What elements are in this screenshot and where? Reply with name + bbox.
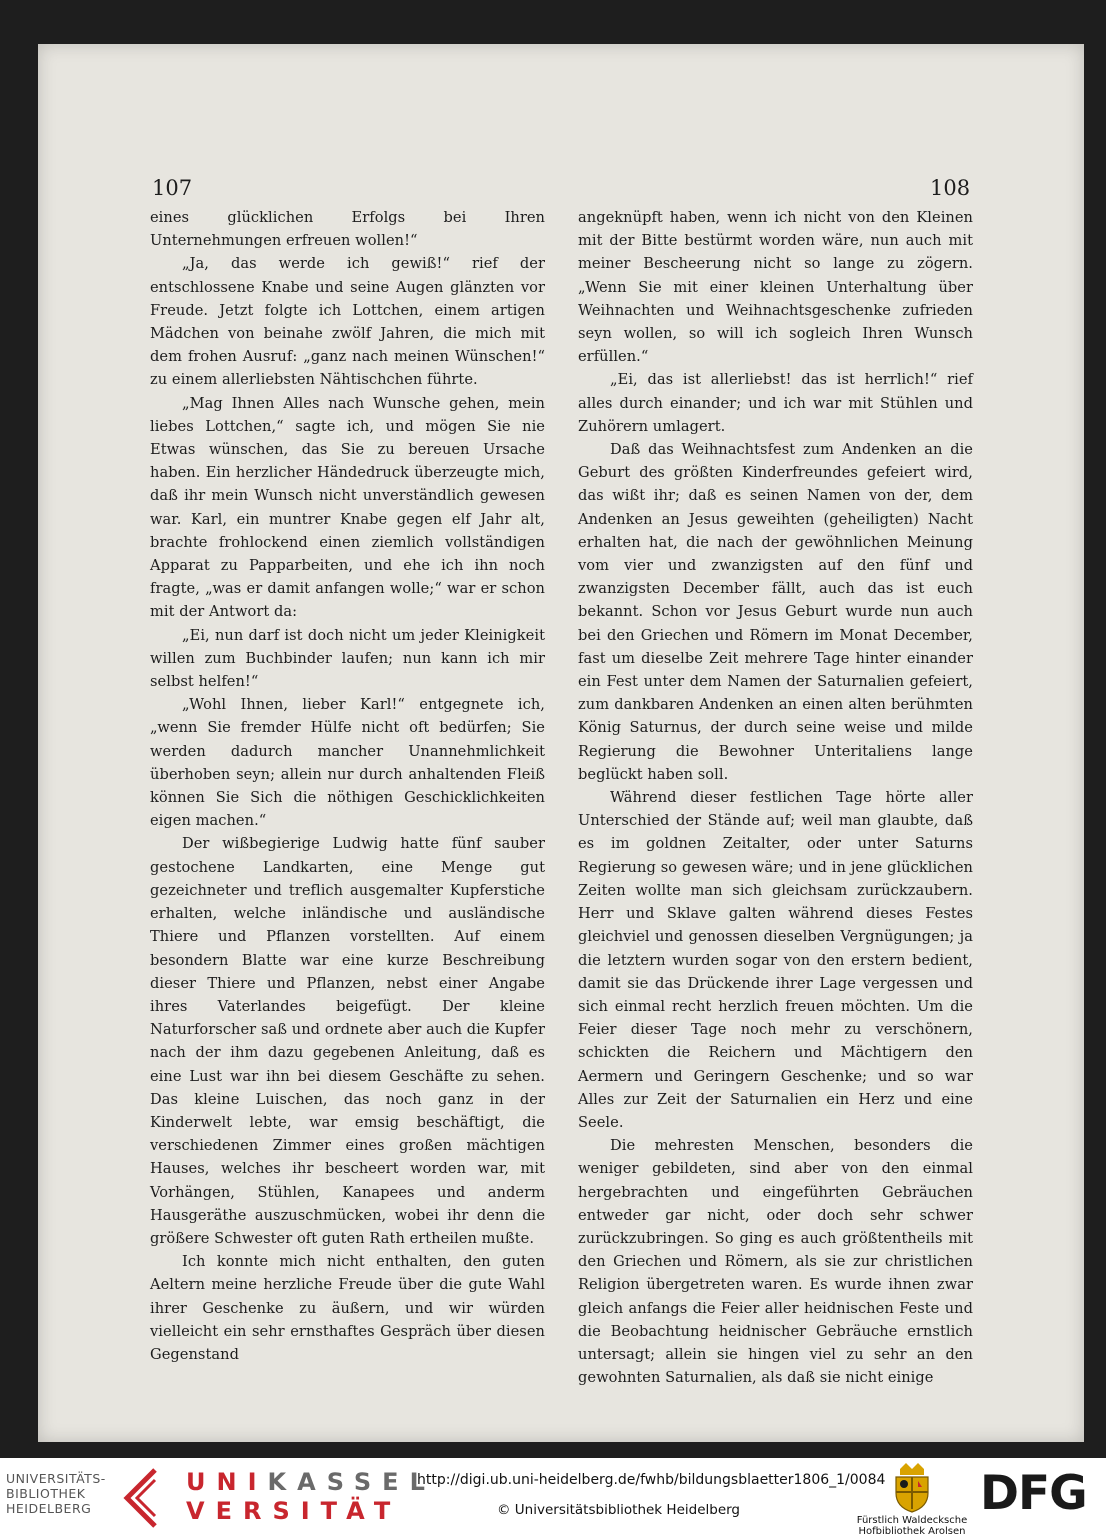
ub-line-2: BIBLIOTHEK — [6, 1486, 86, 1501]
paragraph: eines glücklichen Erfolgs bei Ihren Unternehmungen erfreuen wollen!“ — [150, 209, 545, 250]
paragraph: Daß das Weihnachtsfest zum Andenken an die Geburt des größten Kinderfreundes gefeiert wird, das wißt ihr; daß es seinen Namen von der, dem Andenken an Jesus geweihten (geheiligten) Nacht erhalten hat, die nach der gewöhnlichen Meinung vom vier und zwanzigsten auf den fünf und zwanzigsten December fällt, auch das ist euch bekannt. Schon vor Jesus Geburt wurde nun auch bei den Griechen und Römern im Monat December, fast um dieselbe Zeit mehrere Tage hinter einander ein Fest unter dem Namen der Saturnalien gefeiert, zum dankbaren Andenken an einen alten berühmten König Saturnus, der durch seine weise und milde Regierung die Bewohner Unteritaliens lange beglückt haben soll. — [578, 441, 973, 783]
paragraph: „Mag Ihnen Alles nach Wunsche gehen, mein liebes Lottchen,“ sagte ich, und mögen Sie nie Etwas wünschen, das Sie zu bereuen Ursache haben. Ein herzlicher Händedruck überzeugte mich, daß ihr mein Wunsch nicht unverständlich gewesen war. Karl, ein muntrer Knabe gegen elf Jahr alt, brachte frohlockend einen ziemlich vollständigen Apparat zu Papparbeiten, und ehe ich ihn noch fragte, „was er damit anfangen wolle;“ war er schon mit der Antwort da: — [150, 394, 545, 621]
copyright-notice: © Universitätsbibliothek Heidelberg — [497, 1502, 741, 1518]
page-number-right: 108 — [930, 176, 971, 200]
paragraph: „Ja, das werde ich gewiß!“ rief der entschlossene Knabe und seine Augen glänzten vor Freude. Jetzt folgte ich Lottchen, einem artigen Mädchen von beinahe zwölf Jahren, die mich mit dem frohen Ausruf: „ganz nach meinen Wünschen!“ zu einem allerliebsten Nähtischchen führte. — [150, 255, 545, 389]
paragraph: Der wißbegierige Ludwig hatte fünf sauber gestochene Landkarten, eine Menge gut gezeichneter und treflich ausgemalter Kupferstiche erhalten, welche inländische und ausländische Thiere und Pflanzen vorstellten. Auf einem besondern Blatte war eine kurze Beschreibung dieser Thiere und Pflanzen, nebst einer Angabe ihres Vaterlandes beigefügt. Der kleine Naturforscher saß und ordnete aber auch die Kupfer nach der ihm dazu gegebenen Anleitung, daß es eine Lust war ihn bei diesem Geschäfte zu sehen. Das kleine Luischen, das noch ganz in der Kinderwelt lebte, war emsig beschäftigt, die verschiedenen Zimmer eines großen mächtigen Hauses, welches ihr bescheert worden war, mit Vorhängen, Stühlen, Kanapees und anderm Hausgeräthe auszuschmücken, wobei ihr denn die größere Schwester oft guten Rath ertheilen mußte. — [150, 835, 545, 1247]
fw-line-1: Fürstlich Waldecksche — [856, 1515, 968, 1526]
ub-heidelberg-mark-icon — [121, 1466, 161, 1530]
uni-kassel-logo-line2: VERSITÄT — [186, 1497, 402, 1525]
waldeck-library-label — [852, 1515, 972, 1537]
paragraph: „Ei, nun darf ist doch nicht um jeder Kleinigkeit willen zum Buchbinder laufen; nun kann ich mir selbst helfen!“ — [150, 626, 545, 691]
waldeck-crest-icon — [890, 1463, 934, 1513]
right-text-column — [578, 206, 973, 1389]
left-text-column — [150, 206, 545, 1366]
paragraph: „Wohl Ihnen, lieber Karl!“ entgegnete ich, „wenn Sie fremder Hülfe nicht oft bedürfen; Sie werden dadurch mancher Unannehmlichkeit überhoben seyn; allein nur durch anhaltenden Fleiß können Sie Sich die nöthigen Geschicklichkeiten eigen machen.“ — [150, 696, 545, 830]
ub-line-1: UNIVERSITÄTS- — [6, 1471, 106, 1486]
fw-line-2: Hofbibliothek Arolsen — [858, 1526, 966, 1537]
ub-line-3: HEIDELBERG — [6, 1501, 92, 1516]
dfg-logo: DFG — [980, 1466, 1087, 1521]
page-number-left: 107 — [152, 176, 193, 200]
uni-kassel-logo-line1: UNIKASSEL — [186, 1468, 436, 1496]
paragraph: Ich konnte mich nicht enthalten, den guten Aeltern meine herzliche Freude über die gute Wahl ihrer Geschenke zu äußern, und wir würden vielleicht ein sehr ernsthaftes Gespräch über diesen Gegenstand — [150, 1253, 545, 1363]
paragraph: „Ei, das ist allerliebst! das ist herrlich!“ rief alles durch einander; und ich war mit Stühlen und Zuhörern umlagert. — [578, 371, 973, 435]
ub-heidelberg-logo-text — [6, 1471, 106, 1516]
paragraph: Während dieser festlichen Tage hörte aller Unterschied der Stände auf; weil man glaubte, daß es im goldnen Zeitalter, oder unter Saturns Regierung so gewesen wäre; und in jene glücklichen Zeiten wollte man sich gleichsam zurückzaubern. Herr und Sklave galten während dieses Festes gleichviel und genossen dieselben Vergnügungen; ja die letztern wurden sogar von den erstern bedient, damit sie das Drückende ihrer Lage vergessen und sich einmal recht herzlich freuen möchten. Um die Feier dieser Tage noch mehr zu verschönern, schickten die Reichern und Mächtigern den Aermern und Geringern Geschenke; und so war Alles zur Zeit der Saturnalien ein Herz und eine Seele. — [578, 789, 973, 1131]
source-url-link[interactable]: http://digi.ub.uni-heidelberg.de/fwhb/bildungsblaetter1806_1/0084 — [417, 1472, 886, 1488]
paragraph: Die mehresten Menschen, besonders die weniger gebildeten, sind aber von den einmal hergebrachten und eingeführten Gebräuchen entweder gar nicht, oder doch sehr schwer zurückzubringen. So ging es auch größtentheils mit den Griechen und Römern, als sie zur christlichen Religion übergetreten waren. Es wurde ihnen zwar gleich anfangs die Feier aller heidnischen Feste und die Beobachtung heidnischer Gebräuche ernstlich untersagt; allein sie hingen viel zu sehr an den gewohnten Saturnalien, als daß sie nicht einige — [578, 1137, 973, 1387]
paragraph: angeknüpft haben, wenn ich nicht von den Kleinen mit der Bitte bestürmt worden wäre, nun auch mit meiner Bescheerung nicht so lange zu zögern. „Wenn Sie mit einer kleinen Unterhaltung über Weihnachten und Weihnachtsgeschenke zufrieden seyn wollen, so will ich sogleich Ihren Wunsch erfüllen.“ — [578, 209, 973, 366]
